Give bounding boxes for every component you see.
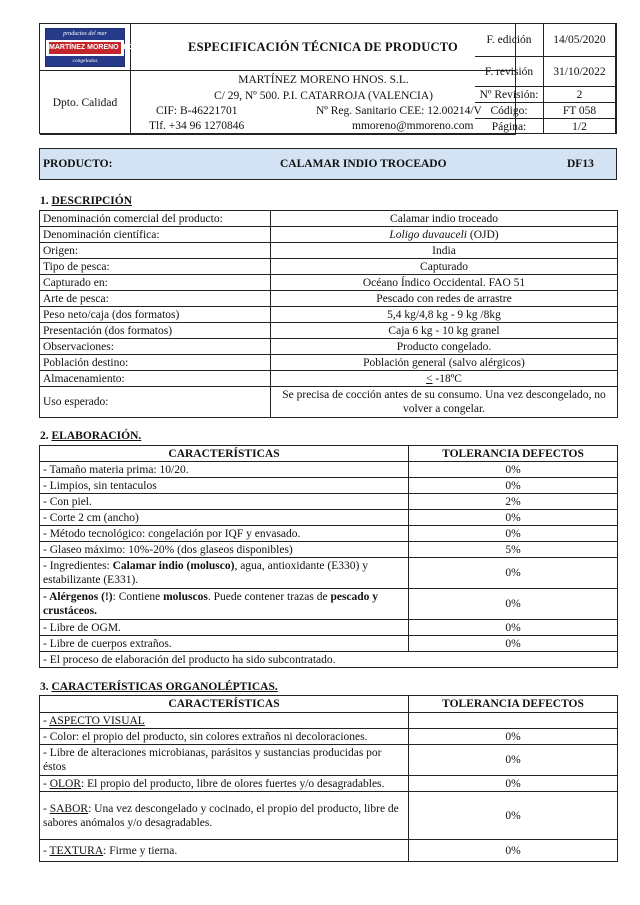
empty-cell <box>409 713 618 729</box>
row-text: - Color: el propio del producto, sin colores extraños ni decoloraciones. <box>40 729 409 745</box>
row-value: Población general (salvo alérgicos) <box>271 355 618 371</box>
row-tolerance: 0% <box>409 478 618 494</box>
textura-label: TEXTURA <box>49 844 104 857</box>
table-header-row <box>40 696 618 713</box>
table-row <box>40 494 618 510</box>
table-row <box>40 620 618 636</box>
company-email: mmoreno@mmoreno.com <box>352 120 474 132</box>
row-value: Capturado <box>271 259 618 275</box>
company-registry: Nº Reg. Sanitario CEE: 12.00214/V <box>316 105 482 117</box>
row-value: Se precisa de cocción antes de su consumo. Una vez descongelado, no volver a congelar. <box>271 387 618 418</box>
table-row <box>40 558 618 589</box>
row-value: 5,4 kg/4,8 kg - 9 kg /8kg <box>271 307 618 323</box>
table-row <box>40 275 618 291</box>
code-value: FT 058 <box>544 103 616 119</box>
row-tolerance: 0% <box>409 729 618 745</box>
company-cif: CIF: B-46221701 <box>156 105 238 117</box>
company-phone: Tlf. +34 96 1270846 <box>149 120 245 132</box>
logo-cell <box>40 24 138 71</box>
allergens-contains: : Contiene <box>112 591 164 603</box>
elaboration-table <box>39 445 618 668</box>
company-info <box>131 71 516 135</box>
section3-heading <box>40 681 278 693</box>
row-label: Denominación comercial del producto: <box>40 211 271 227</box>
row-label: Uso esperado: <box>40 387 271 418</box>
revision-number-label: Nº Revisión: <box>475 87 544 103</box>
ingredients-text <box>40 558 409 589</box>
visual-heading: - ASPECTO VISUAL <box>40 713 409 729</box>
row-text: - Libre de cuerpos extraños. <box>40 636 409 652</box>
row-tolerance: 0% <box>409 510 618 526</box>
allergens-traces: . Puede contener trazas de <box>207 591 331 603</box>
subcontracted-note: - El proceso de elaboración del producto ha sido subcontratado. <box>40 652 618 668</box>
table-row <box>40 371 618 387</box>
row-value: Océano Índico Occidental. FAO 51 <box>271 275 618 291</box>
logo-line-1: productos del mar <box>46 29 124 40</box>
ingredients-prefix: - Ingredientes: <box>43 560 113 572</box>
product-label: PRODUCTO: <box>43 158 113 170</box>
table-row <box>40 291 618 307</box>
section2-title: ELABORACIÓN. <box>51 430 142 442</box>
ingredients-main: Calamar indio (molusco) <box>112 560 235 572</box>
allergens-fish-crustaceans: pescado y crustáceos. <box>43 591 379 617</box>
company-logo <box>45 28 138 67</box>
product-bar <box>39 148 617 180</box>
row-value: Caja 6 kg - 10 kg granel <box>271 323 618 339</box>
table-row <box>40 510 618 526</box>
department: Dpto. Calidad <box>40 71 131 135</box>
table-header-row <box>40 446 618 462</box>
section3-title: CARACTERÍSTICAS ORGANOLÉPTICAS. <box>51 681 278 693</box>
document-title: ESPECIFICACIÓN TÉCNICA DE PRODUCTO <box>131 24 516 71</box>
table-row <box>40 542 618 558</box>
table-row <box>40 227 618 243</box>
section3-number: 3. <box>40 681 49 693</box>
allergens-text <box>40 589 409 620</box>
table-row <box>40 526 618 542</box>
row-text: - Libre de alteraciones microbianas, parásitos y sustancias producidas por éstos <box>40 745 409 776</box>
ingredients-rest: , agua, antioxidante (E330) y estabilizante (E331). <box>43 560 368 586</box>
revision-date-label: F. revisión <box>475 57 544 87</box>
allergens-molluscs: moluscos <box>163 591 208 603</box>
section2-heading <box>40 430 141 442</box>
edition-date-value: 14/05/2020 <box>544 24 616 57</box>
product-code: DF13 <box>567 158 594 170</box>
table-row <box>40 589 618 620</box>
revision-date-value: 31/10/2022 <box>544 57 616 87</box>
row-label: Presentación (dos formatos) <box>40 323 271 339</box>
table-row <box>40 636 618 652</box>
table-row <box>40 840 618 862</box>
table-row <box>40 307 618 323</box>
row-tolerance: 0% <box>409 589 618 620</box>
row-text: - Corte 2 cm (ancho) <box>40 510 409 526</box>
row-tolerance: 0% <box>409 526 618 542</box>
row-text: - Glaseo máximo: 10%-20% (dos glaseos disponibles) <box>40 542 409 558</box>
row-label: Denominación científica: <box>40 227 271 243</box>
allergens-label: - Alérgenos (!) <box>43 591 113 603</box>
section1-title: DESCRIPCIÓN <box>51 195 133 207</box>
revision-number-value: 2 <box>544 87 616 103</box>
row-tolerance: 2% <box>409 494 618 510</box>
row-value: Calamar indio troceado <box>271 211 618 227</box>
row-tolerance: 0% <box>409 462 618 478</box>
visual-heading-label: ASPECTO VISUAL <box>49 714 145 727</box>
table-row <box>40 745 618 776</box>
row-tolerance: 0% <box>409 840 618 862</box>
row-value <box>271 371 618 387</box>
table-row <box>40 713 618 729</box>
col-header-tolerance: TOLERANCIA DEFECTOS <box>409 696 618 713</box>
row-label: Almacenamiento: <box>40 371 271 387</box>
row-label: Origen: <box>40 243 271 259</box>
row-tolerance: 0% <box>409 636 618 652</box>
col-header-characteristics: CARACTERÍSTICAS <box>40 696 409 713</box>
table-row <box>40 355 618 371</box>
table-row <box>40 776 618 792</box>
storage-temp: -18ºC <box>432 372 462 385</box>
row-label: Capturado en: <box>40 275 271 291</box>
row-value: India <box>271 243 618 259</box>
row-tolerance: 0% <box>409 620 618 636</box>
row-label: Tipo de pesca: <box>40 259 271 275</box>
table-row <box>40 323 618 339</box>
sabor-label: SABOR <box>49 802 89 815</box>
row-tolerance: 5% <box>409 542 618 558</box>
table-row <box>40 462 618 478</box>
olor-description: : El propio del producto, libre de olores fuertes y/o desagradables. <box>81 777 385 790</box>
row-tolerance: 0% <box>409 558 618 589</box>
col-header-tolerance: TOLERANCIA DEFECTOS <box>409 446 618 462</box>
sabor-description: : Una vez descongelado y cocinado, el propio del producto, libre de sabores anómalos y/o desagradables. <box>43 802 399 829</box>
code-label: Código: <box>475 103 544 119</box>
textura-description: : Firme y tierna. <box>103 844 178 857</box>
row-label: Arte de pesca: <box>40 291 271 307</box>
row-label: Peso neto/caja (dos formatos) <box>40 307 271 323</box>
col-header-characteristics: CARACTERÍSTICAS <box>40 446 409 462</box>
product-name: CALAMAR INDIO TROCEADO <box>280 158 447 170</box>
table-row <box>40 387 618 418</box>
row-text: - Método tecnológico: congelación por IQF y envasado. <box>40 526 409 542</box>
table-row <box>40 478 618 494</box>
row-text: - Libre de OGM. <box>40 620 409 636</box>
sabor-text: - SABOR: Una vez descongelado y cocinado, el propio del producto, libre de sabores anómalos y/o desagradables. <box>40 792 409 840</box>
table-row <box>40 339 618 355</box>
row-text: - Tamaño materia prima: 10/20. <box>40 462 409 478</box>
company-address: C/ 29, Nº 500. P.I. CATARROJA (VALENCIA) <box>213 90 434 102</box>
organoleptic-table <box>39 695 618 862</box>
row-label: Población destino: <box>40 355 271 371</box>
edition-date-label: F. edición <box>475 24 544 57</box>
row-value: Producto congelado. <box>271 339 618 355</box>
section1-number: 1. <box>40 195 49 207</box>
document-header <box>39 23 617 134</box>
olor-label: OLOR <box>49 777 82 790</box>
olor-text: - OLOR: El propio del producto, libre de olores fuertes y/o desagradables. <box>40 776 409 792</box>
page-value: 1/2 <box>544 119 616 134</box>
section1-heading <box>40 195 132 207</box>
row-text: - Con piel. <box>40 494 409 510</box>
row-tolerance: 0% <box>409 792 618 840</box>
row-value: Pescado con redes de arrastre <box>271 291 618 307</box>
row-text: - Limpios, sin tentaculos <box>40 478 409 494</box>
row-value <box>271 227 618 243</box>
table-row <box>40 211 618 227</box>
scientific-name: Loligo duvauceli <box>389 228 467 241</box>
row-tolerance: 0% <box>409 776 618 792</box>
company-name: MARTÍNEZ MORENO HNOS. S.L. <box>238 74 409 86</box>
row-label: Observaciones: <box>40 339 271 355</box>
page-label: Página: <box>475 119 544 134</box>
table-row <box>40 652 618 668</box>
table-row <box>40 259 618 275</box>
textura-text: - TEXTURA: Firme y tierna. <box>40 840 409 862</box>
table-row <box>40 243 618 259</box>
storage-symbol: < <box>426 372 433 385</box>
table-row <box>40 792 618 840</box>
table-row <box>40 729 618 745</box>
logo-line-2: MARTÍNEZ MORENO H.OS <box>49 42 121 54</box>
description-table <box>39 210 618 418</box>
scientific-suffix: (OJD) <box>467 228 499 241</box>
section2-number: 2. <box>40 430 49 442</box>
logo-line-3: congelados <box>46 56 124 66</box>
row-tolerance: 0% <box>409 745 618 776</box>
